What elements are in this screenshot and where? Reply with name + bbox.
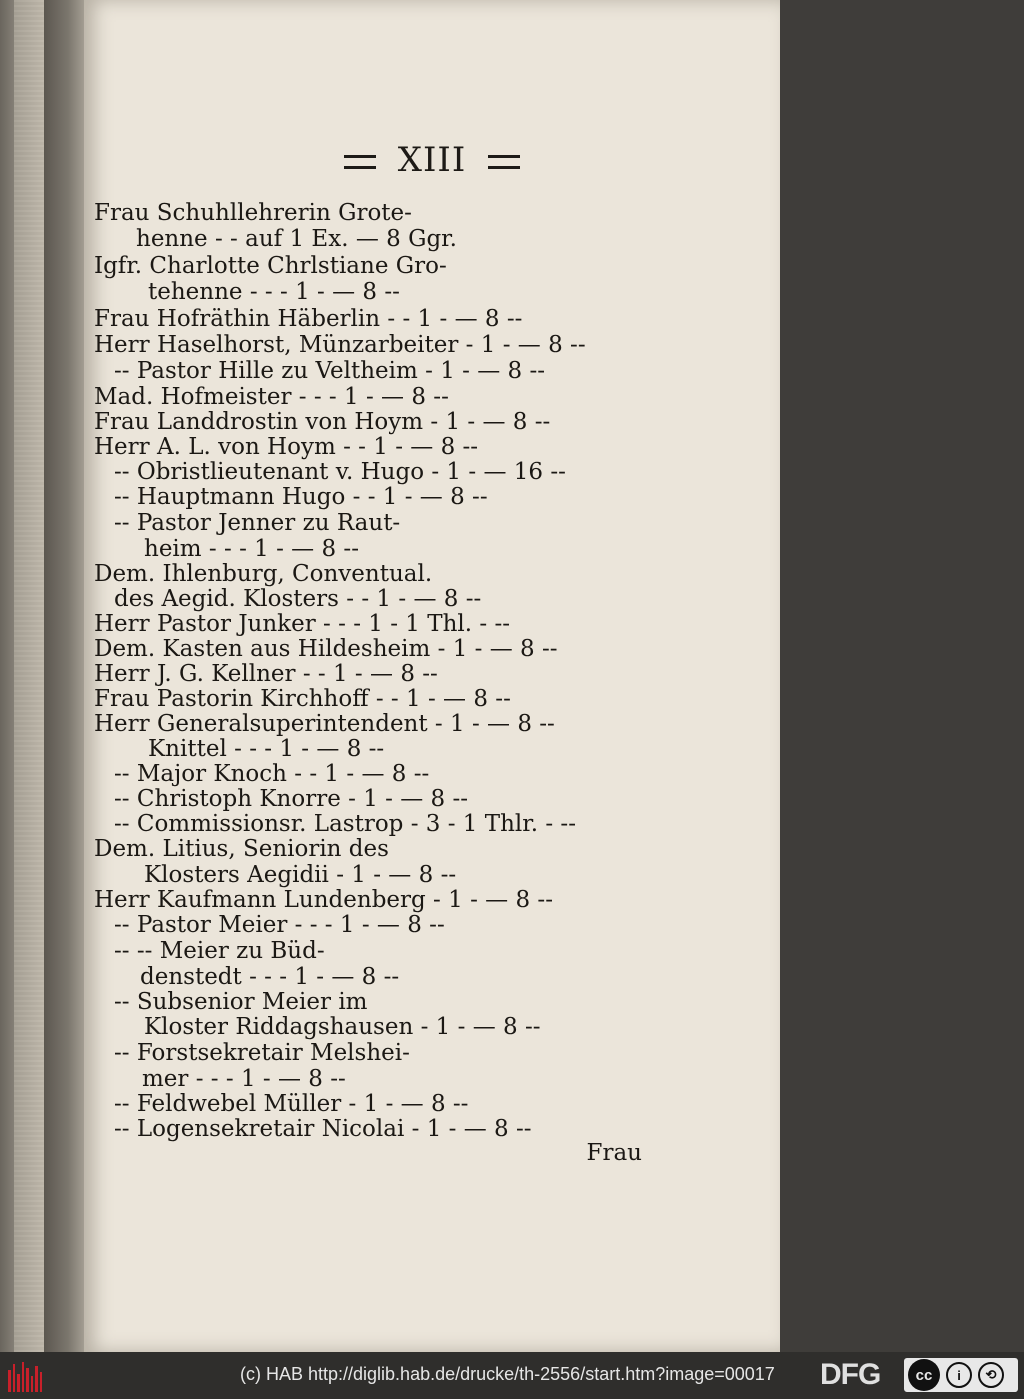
- list-line: mer - - - 1 - — 8 --: [142, 1066, 346, 1092]
- left-page-edge-texture: [14, 0, 44, 1352]
- list-line: Herr J. G. Kellner - - 1 - — 8 --: [94, 661, 438, 687]
- list-line: denstedt - - - 1 - — 8 --: [140, 964, 400, 990]
- list-line: Igfr. Charlotte Chrlstiane Gro-: [94, 253, 447, 279]
- list-line: -- Forstsekretair Melshei-: [114, 1040, 410, 1066]
- list-line: Frau Hofräthin Häberlin - - 1 - — 8 --: [94, 306, 523, 332]
- list-line: -- Christoph Knorre - 1 - — 8 --: [114, 786, 469, 812]
- list-line: Mad. Hofmeister - - - 1 - — 8 --: [94, 384, 449, 410]
- catchword: Frau: [586, 1140, 642, 1166]
- list-line: Herr A. L. von Hoym - - 1 - — 8 --: [94, 434, 479, 460]
- list-line: -- Hauptmann Hugo - - 1 - — 8 --: [114, 484, 488, 510]
- document-page: [84, 0, 780, 1352]
- left-page-edge: [0, 0, 44, 1352]
- list-line: -- Major Knoch - - 1 - — 8 --: [114, 761, 430, 787]
- list-line: -- Commissionsr. Lastrop - 3 - 1 Thlr. - --: [114, 811, 576, 837]
- dfg-logo: DFG: [820, 1358, 881, 1391]
- list-line: Herr Pastor Junker - - - 1 - 1 Thl. - --: [94, 611, 510, 637]
- list-line: Dem. Litius, Seniorin des: [94, 836, 389, 862]
- list-line: Kloster Riddagshausen - 1 - — 8 --: [144, 1014, 541, 1040]
- list-line: -- Pastor Jenner zu Raut-: [114, 510, 401, 536]
- subscriber-list: [84, 0, 780, 1352]
- list-line: Frau Landdrostin von Hoym - 1 - — 8 --: [94, 409, 551, 435]
- list-line: -- Pastor Meier - - - 1 - — 8 --: [114, 912, 445, 938]
- attribution-link[interactable]: (c) HAB http://diglib.hab.de/drucke/th-2556/start.htm?image=00017: [240, 1364, 775, 1384]
- list-line: -- -- Meier zu Büd-: [114, 938, 325, 964]
- list-line: Herr Kaufmann Lundenberg - 1 - — 8 --: [94, 887, 553, 913]
- cc-license-badge[interactable]: [904, 1358, 1018, 1392]
- share-alike-icon: ⟲: [978, 1362, 1004, 1388]
- list-line: Klosters Aegidii - 1 - — 8 --: [144, 862, 457, 888]
- list-line: tehenne - - - 1 - — 8 --: [148, 279, 400, 305]
- list-line: Knittel - - - 1 - — 8 --: [148, 736, 385, 762]
- list-line: Frau Schuhllehrerin Grote-: [94, 200, 412, 226]
- scan-background: [780, 0, 1024, 1352]
- list-line: -- Feldwebel Müller - 1 - — 8 --: [114, 1091, 469, 1117]
- book-gutter: [44, 0, 84, 1352]
- library-logo-icon: [8, 1358, 42, 1392]
- list-line: -- Logensekretair Nicolai - 1 - — 8 --: [114, 1116, 532, 1142]
- list-line: Herr Generalsuperintendent - 1 - — 8 --: [94, 711, 555, 737]
- list-line: Herr Haselhorst, Münzarbeiter - 1 - — 8 --: [94, 332, 586, 358]
- list-line: -- Pastor Hille zu Veltheim - 1 - — 8 --: [114, 358, 546, 384]
- footer-bar: [0, 1352, 1024, 1399]
- list-line: henne - - auf 1 Ex. — 8 Ggr.: [136, 226, 457, 252]
- page-number: XIII: [397, 140, 467, 180]
- list-line: -- Subsenior Meier im: [114, 989, 368, 1015]
- list-line: Frau Pastorin Kirchhoff - - 1 - — 8 --: [94, 686, 511, 712]
- attribution-icon: i: [946, 1362, 972, 1388]
- list-line: heim - - - 1 - — 8 --: [144, 536, 359, 562]
- list-line: Dem. Kasten aus Hildesheim - 1 - — 8 --: [94, 636, 558, 662]
- list-line: Dem. Ihlenburg, Conventual.: [94, 561, 433, 587]
- cc-icon: cc: [908, 1359, 940, 1391]
- list-line: -- Obristlieutenant v. Hugo - 1 - — 16 --: [114, 459, 566, 485]
- list-line: des Aegid. Klosters - - 1 - — 8 --: [114, 586, 482, 612]
